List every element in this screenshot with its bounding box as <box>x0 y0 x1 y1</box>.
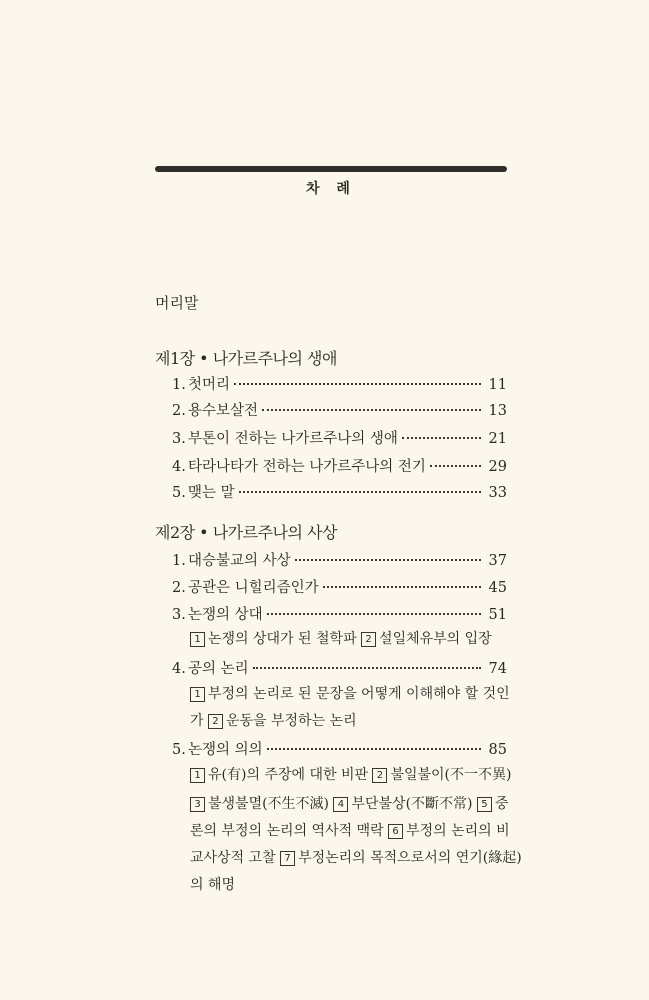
boxed-number: 3 <box>190 797 205 812</box>
sub-topic: 중 <box>494 796 509 812</box>
sub-topic: 교사상적 고찰 <box>190 850 276 866</box>
boxed-number: 2 <box>372 768 387 783</box>
boxed-number: 1 <box>190 632 205 647</box>
leader-dots <box>239 491 481 493</box>
toc-entry <box>172 603 507 625</box>
entry-page: 13 <box>488 403 507 419</box>
preface-entry: 머리말 <box>155 294 199 312</box>
boxed-number: 1 <box>190 687 205 702</box>
entry-number: 1. <box>172 377 186 393</box>
entry-number: 4. <box>172 459 186 475</box>
sub-topic: 불생불멸(不生不滅) <box>208 796 330 812</box>
entry-page: 51 <box>488 607 507 623</box>
boxed-number: 2 <box>361 632 376 647</box>
entry-page: 11 <box>488 377 507 393</box>
leader-dots <box>262 409 481 411</box>
leader-dots <box>253 667 481 669</box>
entry-title: 타라나타가 전하는 나가르주나의 전기 <box>188 459 426 475</box>
leader-dots <box>295 559 481 561</box>
toc-entry <box>172 481 507 503</box>
entry-number: 4. <box>172 661 186 677</box>
sub-topic: 부정논리의 목적으로서의 연기(緣起) <box>298 850 522 866</box>
toc-entry <box>172 549 507 571</box>
leader-dots <box>402 437 481 439</box>
sub-topics-4-line1 <box>190 683 508 705</box>
boxed-number: 2 <box>208 714 223 729</box>
toc-entry <box>172 657 507 679</box>
title-rule <box>155 166 507 172</box>
sub-topics-3 <box>190 628 508 650</box>
entry-title: 첫머리 <box>188 377 231 393</box>
entry-title: 대승불교의 사상 <box>188 553 291 569</box>
entry-number: 2. <box>172 580 186 596</box>
entry-title: 맺는 말 <box>188 485 235 501</box>
sub-topic: 부정의 논리의 비 <box>406 823 510 839</box>
entry-number: 5. <box>172 485 186 501</box>
toc-entry <box>172 373 507 395</box>
entry-number: 1. <box>172 553 186 569</box>
sub-topic: 불일불이(不一不異) <box>390 767 512 783</box>
leader-dots <box>430 465 481 467</box>
sub-topic: 부단불상(不斷不常) <box>351 796 473 812</box>
boxed-number: 6 <box>388 824 403 839</box>
chapter-2-heading: 제2장 • 나가르주나의 사상 <box>155 523 337 542</box>
entry-page: 33 <box>488 485 507 501</box>
boxed-number: 5 <box>477 797 492 812</box>
entry-number: 3. <box>172 607 186 623</box>
sub-topics-5-line4 <box>190 847 522 869</box>
entry-title: 용수보살전 <box>188 403 259 419</box>
entry-title: 부톤이 전하는 나가르주나의 생애 <box>188 431 398 447</box>
entry-title: 공관은 니힐리즘인가 <box>188 580 319 596</box>
sub-topics-5-line5 <box>190 874 508 896</box>
leader-dots <box>234 383 481 385</box>
boxed-number: 7 <box>280 851 295 866</box>
sub-topics-4-line2 <box>190 710 508 732</box>
entry-page: 45 <box>488 580 507 596</box>
toc-entry <box>172 427 507 449</box>
sub-topic: 운동을 부정하는 논리 <box>225 713 357 729</box>
chapter-1-heading: 제1장 • 나가르주나의 생애 <box>155 349 337 368</box>
sub-topics-5-line1 <box>190 764 512 786</box>
entry-title: 논쟁의 의의 <box>188 742 263 758</box>
sub-topic: 부정의 논리로 된 문장을 어떻게 이해해야 할 것인 <box>208 686 510 702</box>
toc-entry <box>172 738 507 760</box>
entry-page: 21 <box>488 431 507 447</box>
entry-page: 85 <box>488 742 507 758</box>
entry-number: 5. <box>172 742 186 758</box>
entry-title: 논쟁의 상대 <box>188 607 263 623</box>
page-title: 차 례 <box>306 181 356 197</box>
leader-dots <box>267 613 481 615</box>
sub-topic: 가 <box>190 713 204 729</box>
sub-topic: 설일체유부의 입장 <box>379 631 492 647</box>
entry-number: 2. <box>172 403 186 419</box>
entry-number: 3. <box>172 431 186 447</box>
sub-topic: 유(有)의 주장에 대한 비판 <box>208 767 368 783</box>
toc-entry <box>172 399 507 421</box>
leader-dots <box>267 748 481 750</box>
entry-page: 74 <box>488 661 507 677</box>
sub-topic: 논쟁의 상대가 된 철학파 <box>208 631 357 647</box>
entry-page: 37 <box>488 553 507 569</box>
sub-topics-5-line2 <box>190 793 508 815</box>
entry-title: 공의 논리 <box>188 661 249 677</box>
sub-topic: 의 해명 <box>190 877 236 893</box>
toc-entry <box>172 455 507 477</box>
entry-page: 29 <box>488 459 507 475</box>
sub-topics-5-line3 <box>190 820 508 842</box>
boxed-number: 4 <box>333 797 348 812</box>
sub-topic: 론의 부정의 논리의 역사적 맥락 <box>190 823 384 839</box>
boxed-number: 1 <box>190 768 205 783</box>
leader-dots <box>323 586 481 588</box>
toc-entry <box>172 576 507 598</box>
